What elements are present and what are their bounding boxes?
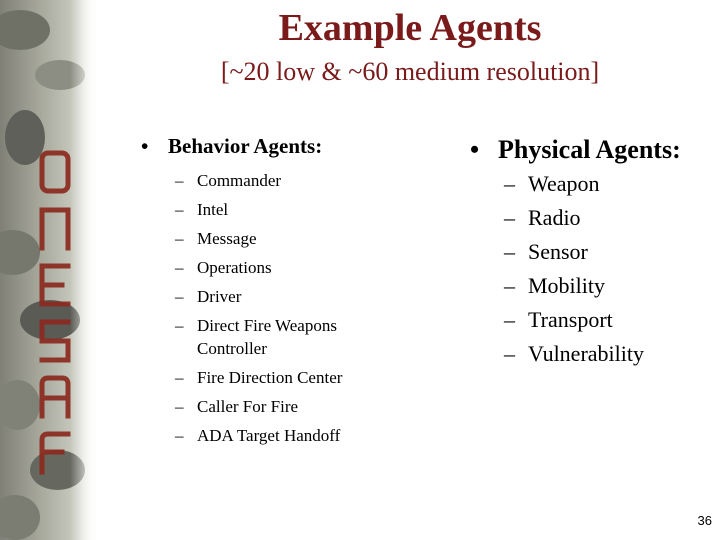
list-item-label: Transport (528, 307, 613, 332)
behavior-agents-label: Behavior Agents: (168, 134, 323, 158)
list-item-label: Caller For Fire (197, 397, 299, 416)
behavior-agents-list (175, 166, 375, 450)
onesaf-logo (0, 0, 100, 540)
list-item (504, 337, 714, 371)
list-item (175, 282, 375, 311)
list-item (504, 303, 714, 337)
list-item-label: Operations (197, 258, 272, 277)
list-item (175, 363, 375, 392)
dash-icon: – (504, 273, 515, 298)
list-item-label: Driver (197, 287, 242, 306)
list-item (175, 195, 375, 224)
list-item (504, 269, 714, 303)
dash-icon: – (175, 287, 184, 306)
list-item (175, 421, 375, 450)
dash-icon: – (175, 200, 184, 219)
behavior-agents-heading (141, 133, 322, 159)
slide-title: Example Agents (278, 7, 542, 49)
list-item-label: Vulnerability (528, 341, 644, 366)
dash-icon: – (175, 229, 184, 248)
list-item (175, 166, 375, 195)
list-item-label: Sensor (528, 239, 588, 264)
dash-icon: – (504, 307, 515, 332)
list-item-label: Intel (197, 200, 229, 219)
list-item-label: Radio (528, 205, 581, 230)
dash-icon: – (504, 239, 515, 264)
dash-icon: – (504, 205, 515, 230)
page-number: 36 (697, 513, 712, 528)
list-item-label: ADA Target Handoff (197, 426, 341, 445)
list-item (504, 201, 714, 235)
side-decoration-strip (0, 0, 100, 540)
dash-icon: – (175, 316, 184, 335)
slide-subtitle: [~20 low & ~60 medium resolution] (220, 57, 600, 86)
list-item-label: Mobility (528, 273, 606, 298)
list-item (504, 167, 714, 201)
list-item (175, 253, 375, 282)
dash-icon: – (504, 341, 515, 366)
list-item-label: Commander (197, 171, 282, 190)
list-item-label: Message (197, 229, 257, 248)
dash-icon: – (175, 368, 184, 387)
physical-agents-label: Physical Agents: (498, 135, 681, 164)
list-item-label: Weapon (528, 171, 600, 196)
bullet-icon: • (141, 134, 149, 158)
list-item-label: Direct Fire Weapons Controller (197, 316, 337, 358)
list-item-label: Fire Direction Center (197, 368, 343, 387)
dash-icon: – (175, 171, 184, 190)
list-item (175, 311, 375, 363)
physical-agents-heading (470, 135, 681, 165)
list-item (504, 235, 714, 269)
list-item (175, 224, 375, 253)
dash-icon: – (175, 426, 184, 445)
dash-icon: – (175, 397, 184, 416)
list-item (175, 392, 375, 421)
bullet-icon: • (470, 135, 480, 164)
physical-agents-list (504, 167, 714, 371)
dash-icon: – (504, 171, 515, 196)
dash-icon: – (175, 258, 184, 277)
